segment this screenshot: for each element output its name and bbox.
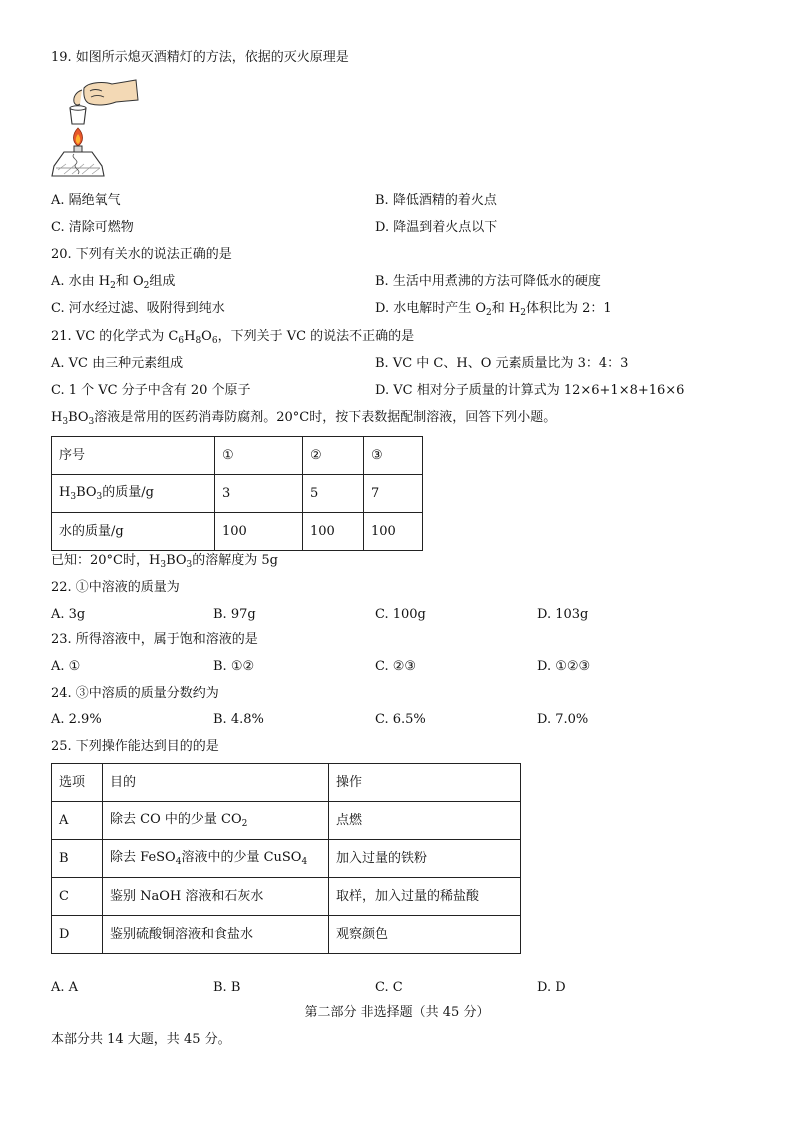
table-row bbox=[52, 764, 521, 802]
q22-option-b: B. 97g bbox=[213, 607, 256, 622]
table-cell: 点燃 bbox=[329, 802, 521, 840]
q20-option-b: B. 生活中用煮沸的方法可降低水的硬度 bbox=[375, 274, 601, 289]
q23-option-c: C. ②③ bbox=[375, 659, 417, 674]
table-row bbox=[52, 513, 423, 551]
q19-option-a: A. 隔绝氧气 bbox=[51, 193, 121, 208]
table-cell-label: 水的质量/g bbox=[52, 513, 215, 551]
table-cell: 除去 CO 中的少量 $CO_2$ bbox=[103, 802, 329, 840]
table-cell-label: $H_3BO_3$的质量/g bbox=[52, 475, 215, 513]
table-cell: 5 bbox=[303, 475, 364, 513]
q24-option-a: A. 2.9% bbox=[51, 712, 102, 727]
table-row bbox=[52, 840, 521, 878]
q23-option-a: A. ① bbox=[51, 659, 81, 674]
q23-option-b: B. ①② bbox=[213, 659, 255, 674]
q21-option-c: C. 1 个 VC 分子中含有 20 个原子 bbox=[51, 383, 251, 398]
table-header-cell: 选项 bbox=[52, 764, 103, 802]
table-row bbox=[52, 437, 423, 475]
table-cell: 100 bbox=[215, 513, 303, 551]
h3bo3-intro: $H_3BO_3$溶液是常用的医药消毒防腐剂。20°C时，按下表数据配制溶液，回答下列小题。 bbox=[51, 410, 557, 427]
q21-option-a: A. VC 由三种元素组成 bbox=[51, 356, 184, 371]
table-row bbox=[52, 802, 521, 840]
table-cell: 100 bbox=[303, 513, 364, 551]
table-cell: 加入过量的铁粉 bbox=[329, 840, 521, 878]
part-two-title: 第二部分 非选择题（共 45 分） bbox=[304, 1005, 490, 1020]
solution-table bbox=[51, 436, 423, 551]
part-two-note: 本部分共 14 大题，共 45 分。 bbox=[51, 1032, 231, 1047]
q25-option-d: D. D bbox=[537, 980, 566, 995]
question-20-stem: 20. 下列有关水的说法正确的是 bbox=[51, 247, 232, 262]
known-condition: 已知：20°C时，$H_3BO_3$的溶解度为 5g bbox=[51, 553, 278, 570]
q24-option-d: D. 7.0% bbox=[537, 712, 589, 727]
alcohol-lamp-illustration bbox=[50, 78, 140, 178]
question-24-stem: 24. ③中溶质的质量分数约为 bbox=[51, 686, 219, 701]
q19-option-d: D. 降温到着火点以下 bbox=[375, 220, 498, 235]
q24-option-b: B. 4.8% bbox=[213, 712, 264, 727]
q23-option-d: D. ①②③ bbox=[537, 659, 591, 674]
q25-option-c: C. C bbox=[375, 980, 403, 995]
table-cell: A bbox=[52, 802, 103, 840]
table-cell: 鉴别 NaOH 溶液和石灰水 bbox=[103, 878, 329, 916]
table-header-cell: ③ bbox=[364, 437, 423, 475]
table-cell: 3 bbox=[215, 475, 303, 513]
table-header-cell: 操作 bbox=[329, 764, 521, 802]
q22-option-a: A. 3g bbox=[51, 607, 86, 622]
table-cell: 取样，加入过量的稀盐酸 bbox=[329, 878, 521, 916]
q20-option-c: C. 河水经过滤、吸附得到纯水 bbox=[51, 301, 225, 316]
table-header-cell: ② bbox=[303, 437, 364, 475]
table-row bbox=[52, 475, 423, 513]
q25-option-b: B. B bbox=[213, 980, 241, 995]
table-cell: 100 bbox=[364, 513, 423, 551]
q22-option-c: C. 100g bbox=[375, 607, 426, 622]
q19-option-c: C. 清除可燃物 bbox=[51, 220, 134, 235]
question-25-stem: 25. 下列操作能达到目的的是 bbox=[51, 739, 219, 754]
q24-option-c: C. 6.5% bbox=[375, 712, 426, 727]
q21-option-b: B. VC 中 C、H、O 元素质量比为 3：4：3 bbox=[375, 356, 629, 371]
table-cell: 观察颜色 bbox=[329, 916, 521, 954]
q20-option-a: A. 水由 $H_2$和 $O_2$组成 bbox=[51, 274, 176, 291]
q22-option-d: D. 103g bbox=[537, 607, 589, 622]
q19-option-b: B. 降低酒精的着火点 bbox=[375, 193, 497, 208]
question-21-stem: 21. VC 的化学式为 $C_6H_8O_6$，下列关于 VC 的说法不正确的是 bbox=[51, 329, 415, 346]
table-header-cell: 序号 bbox=[52, 437, 215, 475]
table-row bbox=[52, 916, 521, 954]
q25-option-a: A. A bbox=[51, 980, 79, 995]
question-19-stem: 19. 如图所示熄灭酒精灯的方法，依据的灭火原理是 bbox=[51, 50, 349, 65]
operations-table bbox=[51, 763, 521, 954]
table-cell: 鉴别硫酸铜溶液和食盐水 bbox=[103, 916, 329, 954]
table-header-cell: ① bbox=[215, 437, 303, 475]
table-cell: C bbox=[52, 878, 103, 916]
question-23-stem: 23. 所得溶液中，属于饱和溶液的是 bbox=[51, 632, 258, 647]
table-cell: B bbox=[52, 840, 103, 878]
table-cell: D bbox=[52, 916, 103, 954]
table-cell: 7 bbox=[364, 475, 423, 513]
table-row bbox=[52, 878, 521, 916]
table-header-cell: 目的 bbox=[103, 764, 329, 802]
q20-option-d: D. 水电解时产生 $O_2$和 $H_2$体积比为 2：1 bbox=[375, 301, 612, 318]
q21-option-d: D. VC 相对分子质量的计算式为 12×6+1×8+16×6 bbox=[375, 383, 685, 398]
question-22-stem: 22. ①中溶液的质量为 bbox=[51, 580, 180, 595]
table-cell: 除去 FeSO$_4$溶液中的少量 CuSO$_4$ bbox=[103, 840, 329, 878]
